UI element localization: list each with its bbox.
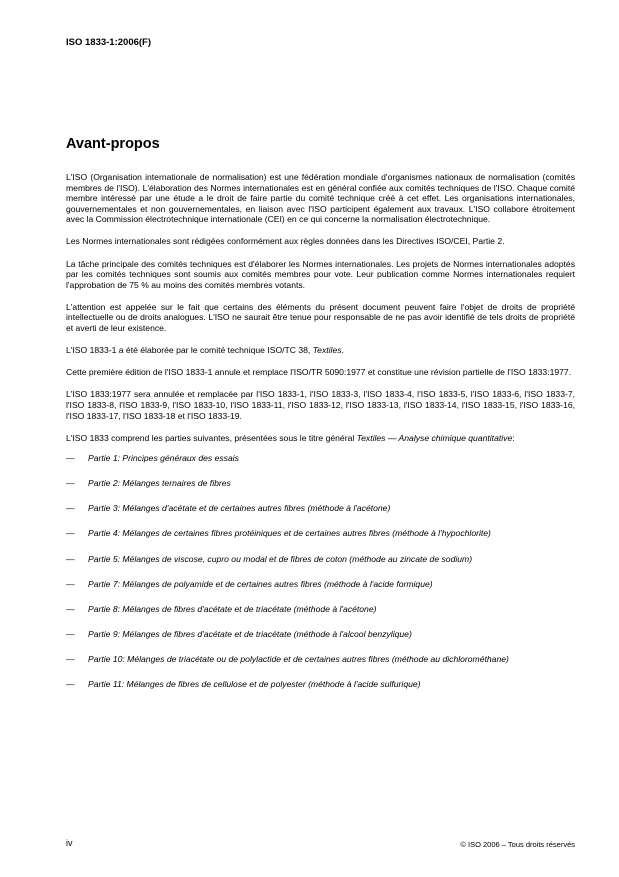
paragraph-directives: Les Normes internationales sont rédigées conformément aux règles données dans les Directives ISO/CEI, Partie 2.: [66, 236, 505, 247]
list-item: — Partie 7: Mélanges de polyamide et de certaines autres fibres (méthode à l'acide formique): [66, 578, 433, 589]
paragraph-parts-intro: [66, 433, 575, 444]
committee-title: Textiles: [312, 345, 342, 356]
dash-bullet: —: [66, 578, 75, 589]
dash-bullet: —: [66, 553, 75, 564]
prepared-by-end: .: [341, 345, 344, 356]
parts-intro-end: :: [512, 432, 515, 443]
dash-bullet: —: [66, 503, 75, 514]
list-item: — Partie 4: Mélanges de certaines fibres protéiniques et de certaines autres fibres (méthode à l'hypochlorite): [66, 528, 491, 539]
document-id: ISO 1833-1:2006(F): [66, 37, 152, 48]
paragraph-edition: Cette première édition de l'ISO 1833-1 annule et remplace l'ISO/TR 5090:1977 et constitue une révision partielle de l'ISO 1833:1977.: [66, 367, 572, 378]
list-item: — Partie 11: Mélanges de fibres de cellulose et de polyester (méthode à l'acide sulfurique): [66, 679, 421, 690]
paragraph-replacement: L'ISO 1833:1977 sera annulée et remplacée par l'ISO 1833-1, l'ISO 1833-3, l'ISO 1833-4, l'ISO 1833-5, l'ISO 1833-6, l'ISO 1833-7, l'ISO 1833-8, l'ISO 1833-9, l'ISO 1833-10, l'ISO 1833-11, l'ISO 1833-12, l'ISO 1833-13, l'ISO 1833-14, l'ISO 1833-15, l'ISO 1833-16, l'ISO 1833-17, l'ISO 1833-18 et l'ISO 1833-19.: [66, 389, 575, 421]
general-title: Textiles — Analyse chimique quantitative: [356, 432, 513, 443]
parts-intro-text: L'ISO 1833 comprend les parties suivantes, présentées sous le titre général: [66, 432, 357, 443]
dash-bullet: —: [66, 528, 75, 539]
foreword-body: [66, 172, 575, 704]
list-item: — Partie 10: Mélanges de triacétate ou de polylactide et de certaines autres fibres (méthode au dichlorométhane): [66, 653, 509, 664]
paragraph-technical-committees: La tâche principale des comités techniques est d'élaborer les Normes internationales. Les projets de Normes internationales adoptés par les comités techniques sont soumis aux comités membres pour vote. Leur publication comme Normes internationales requiert l'approbation de 75 % au moins des comités membres votants.: [66, 258, 575, 290]
dash-bullet: —: [66, 653, 75, 664]
prepared-by-text: L'ISO 1833-1 a été élaborée par le comité technique ISO/TC 38,: [66, 345, 313, 356]
page-number: iv: [66, 838, 73, 848]
dash-bullet: —: [66, 679, 75, 690]
page-title: Avant-propos: [66, 136, 160, 152]
paragraph-patent-rights: L'attention est appelée sur le fait que certains des éléments du présent document peuvent faire l'objet de droits de propriété intellectuelle ou de droits analogues. L'ISO ne saurait être tenue pour responsable de ne pas avoir identifié de tels droits de propriété et averti de leur existence.: [66, 301, 575, 334]
dash-bullet: —: [66, 603, 75, 614]
parts-list: [66, 453, 575, 689]
list-item: — Partie 2: Mélanges ternaires de fibres: [66, 478, 231, 489]
list-item: — Partie 5: Mélanges de viscose, cupro ou modal et de fibres de coton (méthode au zincate de sodium): [66, 553, 473, 564]
list-item: — Partie 8: Mélanges de fibres d'acétate et de triacétate (méthode à l'acétone): [66, 603, 377, 614]
list-item: — Partie 9: Mélanges de fibres d'acétate et de triacétate (méthode à l'alcool benzylique): [66, 628, 412, 639]
paragraph-iso-overview: L'ISO (Organisation internationale de normalisation) est une fédération mondiale d'organismes nationaux de normalisation (comités membres de l'ISO). L'élaboration des Normes internationales est en général confiée aux comités techniques de l'ISO. Chaque comité membre intéressé par une étude a le droit de faire partie du comité technique créé à cet effet. Les organisations internationales, gouvernementales et non gouvernementales, en liaison avec l'ISO participent également aux travaux. L'ISO collabore étroitement avec la Commission électrotechnique internationale (CEI) en ce qui concerne la normalisation électrotechnique.: [66, 172, 575, 225]
dash-bullet: —: [66, 453, 75, 464]
list-item: — Partie 1: Principes généraux des essais: [66, 453, 239, 464]
list-item: — Partie 3: Mélanges d'acétate et de certaines autres fibres (méthode à l'acétone): [66, 503, 391, 514]
dash-bullet: —: [66, 478, 75, 489]
copyright-notice: © ISO 2006 – Tous droits réservés: [460, 840, 575, 849]
paragraph-prepared-by: [66, 345, 575, 356]
dash-bullet: —: [66, 628, 75, 639]
